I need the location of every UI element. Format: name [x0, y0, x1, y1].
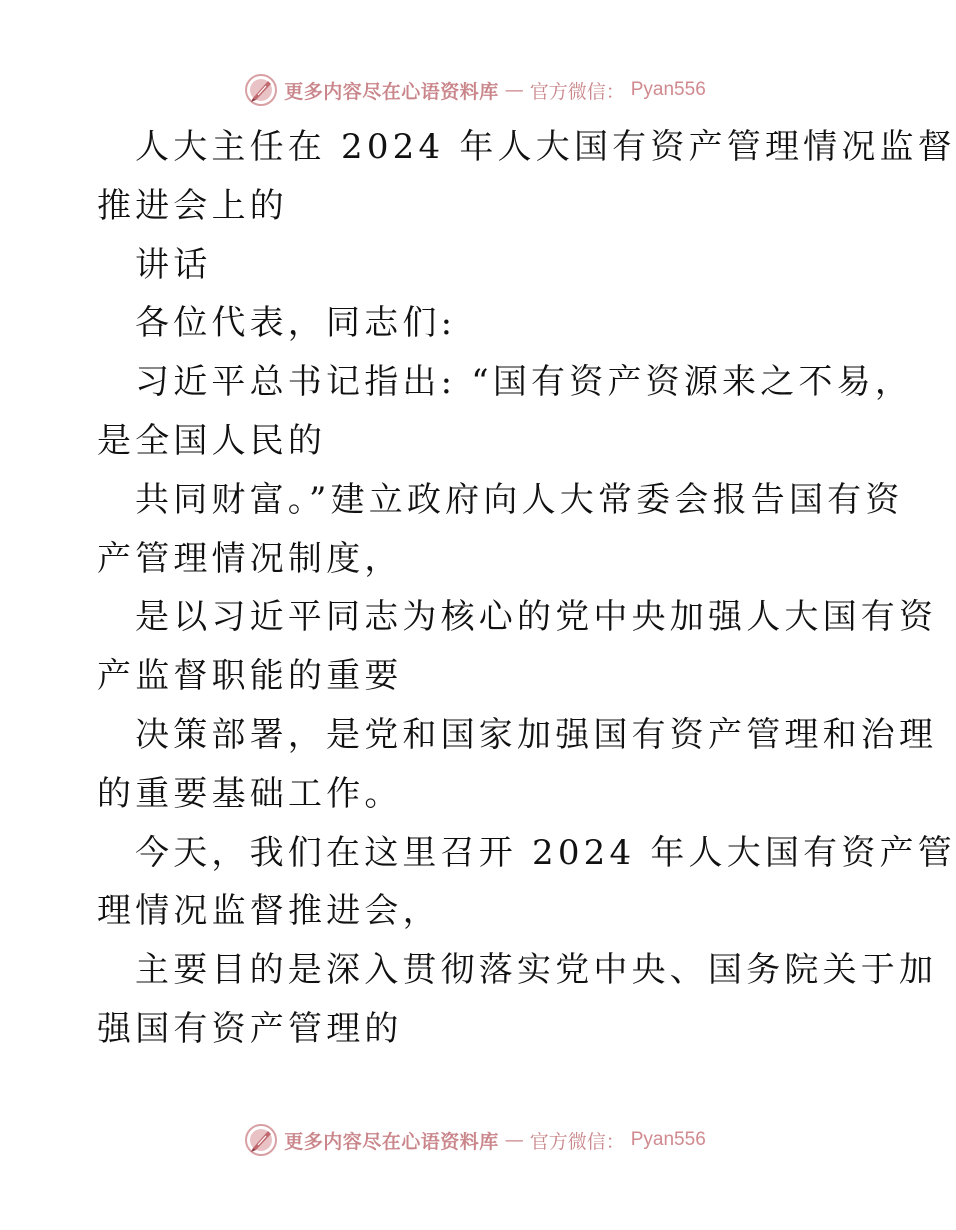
header-watermark-banner: [0, 70, 950, 110]
body-line: 习近平总书记指出: “国有资产资源来之不易，: [135, 362, 914, 403]
body-line: 各位代表，同志们:: [135, 303, 457, 344]
body-line: 讲话: [135, 244, 212, 285]
body-line: 产管理情况制度，: [97, 538, 403, 579]
body-line: 强国有资产管理的: [97, 1008, 403, 1049]
banner-slogan: 更多内容尽在心语资料库: [284, 80, 499, 103]
footer-watermark-banner: [0, 1120, 950, 1160]
banner-separator: —: [504, 1129, 524, 1151]
body-line: 理情况监督推进会，: [97, 891, 441, 932]
document-body: [97, 118, 956, 1059]
body-line: 产监督职能的重要: [97, 656, 403, 697]
body-line: 的重要基础工作。: [97, 773, 403, 814]
body-line: 主要目的是深入贯彻落实党中央、国务院关于加: [135, 950, 938, 991]
banner-wechat-label: 官方微信：: [529, 1130, 625, 1153]
body-line: 人大主任在 2024 年人大国有资产管理情况监督: [135, 127, 956, 167]
body-line: 是以习近平同志为核心的党中央加强人大国有资: [135, 597, 938, 638]
body-line: 推进会上的: [97, 185, 288, 226]
banner-wechat-label: 官方微信：: [529, 80, 625, 103]
quill-logo-icon: [244, 73, 278, 107]
banner-wechat-id: Pyan556: [630, 1129, 706, 1150]
body-line: 共同财富。”建立政府向人大常委会报告国有资: [135, 479, 904, 520]
body-line: 今天，我们在这里召开 2024 年人大国有资产管: [135, 832, 956, 873]
banner-separator: —: [504, 79, 524, 101]
body-line: 决策部署，是党和国家加强国有资产管理和治理: [135, 714, 938, 755]
banner-wechat-id: Pyan556: [630, 79, 706, 100]
banner-slogan: 更多内容尽在心语资料库: [284, 1130, 499, 1153]
body-line: 是全国人民的: [97, 420, 327, 461]
quill-logo-icon: [244, 1123, 278, 1157]
